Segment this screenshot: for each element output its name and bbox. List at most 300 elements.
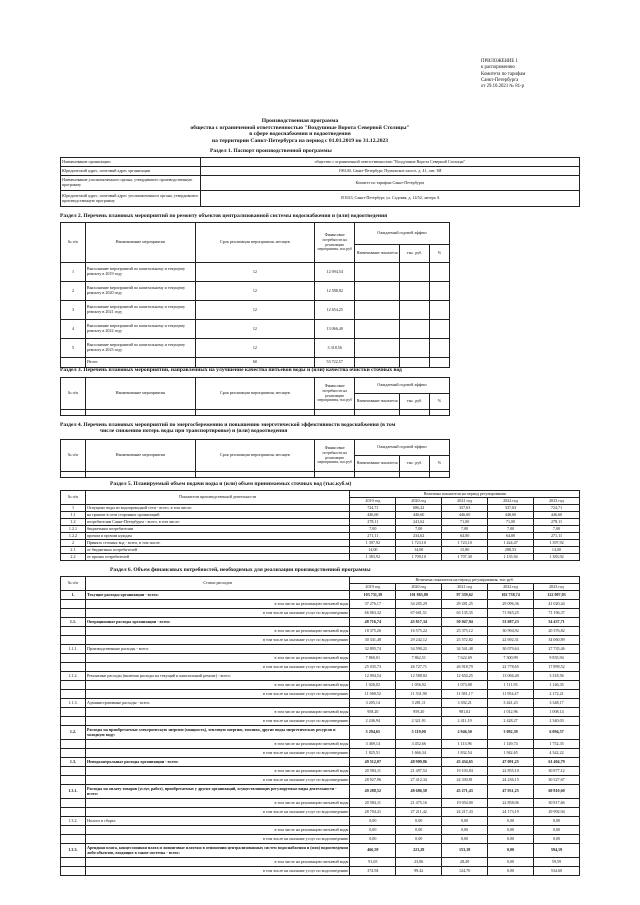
row-num: 2.1 — [61, 547, 86, 554]
header-year: 2022 год — [488, 584, 534, 591]
row-value: 2 340,03 — [534, 717, 580, 726]
row-name: от прочих потребителей — [85, 554, 349, 561]
row-value: 32 895,74 — [350, 645, 396, 654]
total-period: 60 — [195, 358, 315, 368]
row-num: 2 — [61, 540, 86, 547]
header-year: 2022 год — [488, 498, 534, 505]
row-value: 724,71 — [350, 505, 396, 512]
row-value: 34 590,22 — [396, 645, 442, 654]
row-value: 24 173,19 — [488, 808, 534, 817]
row-num — [61, 826, 86, 835]
table-row — [61, 758, 580, 767]
title-line: на территории Санкт-Петербурга на период с 01.01.2019 по 31.12.2023 — [211, 137, 389, 144]
table-row — [61, 672, 580, 681]
header-year: 2019 год — [350, 584, 396, 591]
row-value: 21 497,52 — [396, 767, 442, 776]
row-value: 1 723,10 — [396, 540, 442, 547]
row-value: 1 832,54 — [442, 749, 488, 758]
row-value: 30 994,92 — [488, 627, 534, 636]
row-value: 22 855,10 — [488, 767, 534, 776]
table-row — [61, 663, 580, 672]
row-value: 1 424,47 — [488, 540, 534, 547]
row-num: 1.1.3. — [61, 699, 86, 708]
header-num: № п/п — [61, 440, 86, 472]
row-num — [61, 708, 86, 717]
table-row — [61, 726, 580, 740]
row-value: 1 008,14 — [534, 708, 580, 717]
row-period: 12 — [195, 282, 315, 301]
row-value: 23,86 — [396, 858, 442, 867]
row-value: 101 865,80 — [396, 591, 442, 600]
table-row — [61, 591, 580, 600]
row-value: 103 731,39 — [350, 591, 396, 600]
row-value: 71 196,37 — [534, 609, 580, 618]
row-value: 1 012,96 — [488, 708, 534, 717]
table-row — [61, 708, 580, 717]
row-value: 11 581,17 — [442, 690, 488, 699]
table-row — [61, 799, 580, 808]
row-value: 288,53 — [488, 547, 534, 554]
header-effect-name: Наименование показателя — [355, 394, 400, 410]
header-effect-pct: % — [430, 245, 450, 263]
row-value: 1 752,35 — [534, 740, 580, 749]
row-num: 5 — [61, 339, 86, 358]
row-name: потребителям Санкт-Петербурга - всего, в том числе: — [85, 519, 349, 526]
row-name: Арендная плата, концессионная плата и лизинговые платежи в отношении централизованных систем водоснабжения и (или) водоотведения либо объектов, входящих в такие системы - всего: — [85, 844, 349, 858]
row-name: Принято сточных вод - всего, в том числе: — [85, 540, 349, 547]
row-value: 1 149,74 — [488, 740, 534, 749]
row-num — [61, 835, 86, 844]
total-label: Итого: — [85, 358, 195, 368]
row-finance: 12 588,82 — [315, 282, 355, 301]
table-row — [61, 767, 580, 776]
row-num: 1.1.2. — [61, 672, 86, 681]
row-num: 1 — [61, 263, 86, 282]
row-value: 122 007,03 — [534, 591, 580, 600]
row-value: 0,00 — [488, 858, 534, 867]
row-value: 71,00 — [488, 519, 534, 526]
table-row — [61, 817, 580, 826]
table-row — [61, 654, 580, 663]
row-name: Административные расходы - всего: — [85, 699, 349, 708]
row-value: 1 111,93 — [488, 681, 534, 690]
row-value: 12 094,54 — [350, 672, 396, 681]
row-value: 13 066,40 — [488, 672, 534, 681]
section5-title: Раздел 5. Планируемый объем подачи воды и (или) объем принимаемых сточных вод (тыс.куб.м) — [110, 481, 352, 487]
table-row — [61, 808, 580, 817]
row-name: Выполнение мероприятий по капитальному и текущему ремонту в 2019 году — [85, 263, 195, 282]
row-value: 14,00 — [396, 547, 442, 554]
row-value: 124,70 — [442, 867, 488, 876]
row-value: 1 709,10 — [396, 554, 442, 561]
row-value: 4 342,22 — [534, 749, 580, 758]
row-num — [61, 654, 86, 663]
row-value: 223,28 — [396, 844, 442, 858]
row-num: 1.3.3. — [61, 844, 86, 858]
row-value: 27 211,42 — [396, 808, 442, 817]
table-row — [61, 618, 580, 627]
row-name: Выполнение мероприятий по капитальному и текущему ремонту в 2022 году — [85, 320, 195, 339]
table-row — [61, 512, 580, 519]
row-value: 686,22 — [396, 505, 442, 512]
header-year: 2019 год — [350, 498, 396, 505]
row-value: 534,60 — [534, 867, 580, 876]
row-num: 2 — [61, 282, 86, 301]
row-value: 34 205,29 — [396, 600, 442, 609]
row-num — [61, 690, 86, 699]
row-value: 30 341,48 — [350, 636, 396, 645]
row-value: 20 584,11 — [350, 767, 396, 776]
table-row — [61, 690, 580, 699]
row-value: 446,60 — [488, 512, 534, 519]
row-value: 27 735,46 — [534, 645, 580, 654]
row-value: 34 541,48 — [442, 645, 488, 654]
row-value: 7 860,01 — [350, 654, 396, 663]
row-value: 22 858,06 — [488, 799, 534, 808]
row-value: 446,60 — [442, 512, 488, 519]
row-value: 43 434,65 — [442, 758, 488, 767]
row-num — [61, 767, 86, 776]
header-effect-thous: тыс. руб. — [400, 245, 430, 263]
header-period: Срок реализации мероприятия, месяцев — [195, 378, 315, 410]
row-value: 271,11 — [534, 533, 580, 540]
row-num — [61, 681, 86, 690]
row-finance: 12 094,54 — [315, 263, 355, 282]
title-line: общества с ограниченной ответственностью "Воздушные Ворота Северной Столицы" — [190, 124, 410, 131]
row-value: 959,20 — [396, 708, 442, 717]
row-name: в том числе на реализацию питьевой воды — [85, 767, 349, 776]
passport-label: Юридический адрес, почтовый адрес уполномоченного органа, утвердившего производственную программу — [61, 191, 201, 207]
row-num — [61, 717, 86, 726]
header-name: Наименование мероприятия — [85, 223, 195, 263]
table-row — [61, 301, 450, 320]
table-row — [61, 627, 580, 636]
passport-label: Юридический адрес, почтовый адрес организации — [61, 167, 201, 176]
header-period: Величина показателя на период регулирования, тыс.руб. — [350, 577, 580, 584]
row-value: 48 716,74 — [350, 618, 396, 627]
row-num: 1.2.1 — [61, 526, 86, 533]
row-value: 1 383,92 — [534, 554, 580, 561]
row-period: 12 — [195, 339, 315, 358]
row-value: 49 512,07 — [350, 758, 396, 767]
row-name: в том числе на реализацию питьевой воды — [85, 858, 349, 867]
row-name: в том числе на оказание услуг по водоотведению — [85, 749, 349, 758]
row-value: 11 531,90 — [396, 690, 442, 699]
row-value: 48 686,58 — [396, 785, 442, 799]
row-value: 61 404,79 — [534, 758, 580, 767]
row-name: в том числе на реализацию питьевой воды — [85, 600, 349, 609]
row-value: 7,00 — [534, 526, 580, 533]
row-value: 3 392,21 — [442, 699, 488, 708]
row-num: 1.2. — [61, 726, 86, 740]
row-value: 1 666,34 — [396, 749, 442, 758]
table-row — [61, 609, 580, 618]
row-value: 28,49 — [442, 858, 488, 867]
row-num: 1.3. — [61, 758, 86, 767]
row-value: 446,60 — [396, 512, 442, 519]
row-value: 7 622,69 — [442, 654, 488, 663]
row-num — [61, 808, 86, 817]
row-value: 0,00 — [396, 817, 442, 826]
row-num — [61, 749, 86, 758]
row-value: 0,00 — [534, 817, 580, 826]
row-name: в том числе на оказание услуг по водоотведению — [85, 835, 349, 844]
header-effect-name: Наименование показателя — [355, 245, 400, 263]
header-num: № п/п — [61, 491, 86, 505]
row-name: Выполнение мероприятий по капитальному и текущему ремонту в 2023 году — [85, 339, 195, 358]
header-name: Наименование мероприятия — [85, 440, 195, 472]
passport-value: 196140, Санкт-Петербург, Пулковское шоссе, д. 41, лит. ЗИ — [200, 167, 579, 176]
appendix-block — [481, 59, 631, 90]
row-value: 28 704,41 — [350, 808, 396, 817]
table-row — [61, 540, 580, 547]
row-value: 20 584,11 — [350, 799, 396, 808]
row-num: 1.1.1. — [61, 645, 86, 654]
table-row — [61, 505, 580, 512]
row-name: прочим и прочим нуждам — [85, 533, 349, 540]
row-name: Расходы на приобретаемые электрическую энергию (мощность), тепловую энергию, топливо, другие виды энергетических ресурсов и холодную воду: — [85, 726, 349, 740]
table-header-row — [61, 378, 450, 394]
row-value: 26 727,71 — [396, 663, 442, 672]
row-name: в том числе на оказание услуг по водоотведению — [85, 867, 349, 876]
table-row — [61, 554, 580, 561]
row-value: 71 845,25 — [488, 609, 534, 618]
table-row — [61, 826, 580, 835]
header-finance: Финансовые потребности на реализацию мероприятия, тыс.руб — [315, 223, 355, 263]
row-value: 66 063,32 — [350, 609, 396, 618]
header-effect: Ожидаемый годовой эффект — [355, 440, 450, 456]
row-value: 337,63 — [442, 505, 488, 512]
header-finance: Финансовые потребности на реализацию мероприятия, тыс.руб — [315, 378, 355, 410]
row-value: 29 281,25 — [442, 600, 488, 609]
row-value: 2 172,21 — [534, 690, 580, 699]
row-value: 446,60 — [534, 512, 580, 519]
table-row — [61, 263, 450, 282]
table-row — [61, 867, 580, 876]
row-finance: 12 654,25 — [315, 301, 355, 320]
row-name: в том числе на оказание услуг по водоотведению — [85, 663, 349, 672]
row-value: 5 294,65 — [350, 726, 396, 740]
row-value: 0,00 — [488, 867, 534, 876]
row-value: 3 348,17 — [534, 699, 580, 708]
row-num: 1.2 — [61, 519, 86, 526]
row-value: 45 817,34 — [396, 618, 442, 627]
row-name: Неподконтрольные расходы организации - всего: — [85, 758, 349, 767]
row-name: Выполнение мероприятий по капитальному и текущему ремонту в 2020 году — [85, 282, 195, 301]
row-value: 64,00 — [442, 533, 488, 540]
row-value: 3 092,39 — [488, 726, 534, 740]
row-num: 1 — [61, 505, 86, 512]
row-name: в том числе на реализацию питьевой воды — [85, 681, 349, 690]
section5-body — [61, 505, 580, 561]
passport-value: Комитет по тарифам Санкт-Петербурга — [200, 176, 579, 191]
row-value: 278,11 — [350, 519, 396, 526]
table-row — [61, 282, 450, 301]
row-period: 12 — [195, 263, 315, 282]
table-header-row — [61, 577, 580, 584]
row-finance: 13 066,40 — [315, 320, 355, 339]
row-value: 7,00 — [396, 526, 442, 533]
section6-body — [61, 591, 580, 876]
row-num — [61, 740, 86, 749]
row-value: 30 527,67 — [534, 776, 580, 785]
row-value: 14,00 — [350, 547, 396, 554]
row-value: 24 217,43 — [442, 808, 488, 817]
row-num — [61, 858, 86, 867]
section1-title: Раздел 1. Паспорт производственной программы — [210, 148, 332, 154]
row-name: от бюджетных потребителей — [85, 547, 349, 554]
row-name: Текущие расходы организации - всего: — [85, 591, 349, 600]
table-row — [61, 645, 580, 654]
row-value: 24 330,81 — [442, 776, 488, 785]
row-value: 11 068,52 — [350, 690, 396, 699]
row-value: 97 339,62 — [442, 591, 488, 600]
row-value: 0,00 — [350, 835, 396, 844]
row-value: 19 103,84 — [442, 767, 488, 776]
section1-table — [60, 157, 580, 207]
row-value: 0,00 — [488, 826, 534, 835]
header-name: Показатели производственной деятельности — [85, 491, 349, 505]
row-value: 18 375,26 — [350, 627, 396, 636]
row-value: 29 242,12 — [396, 636, 442, 645]
header-num: № п/п — [61, 577, 86, 591]
table-row — [61, 699, 580, 708]
row-value: 1 707,30 — [442, 554, 488, 561]
row-name: Отпущено воды из водопроводной сети - всего, в том числе: — [85, 505, 349, 512]
passport-row — [61, 191, 580, 207]
row-num: 4 — [61, 320, 86, 339]
table-row — [61, 717, 580, 726]
row-value: 1 397,92 — [350, 540, 396, 547]
row-name: в том числе на реализацию питьевой воды — [85, 826, 349, 835]
row-value: 53 687,23 — [488, 618, 534, 627]
header-effect: Ожидаемый годовой эффект — [355, 378, 450, 394]
row-value: 7,00 — [488, 526, 534, 533]
row-value: 374,94 — [350, 867, 396, 876]
header-finance: Финансовые потребности на реализацию мероприятия, тыс.руб — [315, 440, 355, 472]
passport-row — [61, 167, 580, 176]
table-header-row — [61, 491, 580, 498]
row-value: 12 654,25 — [442, 672, 488, 681]
row-num: 3 — [61, 301, 86, 320]
row-num: 1.1 — [61, 512, 86, 519]
row-value: 63 135,35 — [442, 609, 488, 618]
row-value: 1 073,08 — [442, 681, 488, 690]
row-value: 25 035,73 — [350, 663, 396, 672]
row-value: 0,00 — [534, 835, 580, 844]
row-value: 2 946,50 — [442, 726, 488, 740]
header-year: 2020 год — [396, 584, 442, 591]
row-value: 1 723,10 — [442, 540, 488, 547]
section2-title: Раздел 2. Перечень плановых мероприятий по ремонту объектов централизованной системы водоснабжения и (или) водоотведения — [60, 213, 388, 219]
row-value: 99,42 — [396, 867, 442, 876]
table-row — [61, 320, 450, 339]
row-value: 30 817,66 — [534, 799, 580, 808]
row-value: 0,00 — [350, 826, 396, 835]
row-value: 7 862,51 — [396, 654, 442, 663]
row-value: 27 412,34 — [396, 776, 442, 785]
row-value: 28 927,96 — [350, 776, 396, 785]
table-row — [61, 681, 580, 690]
row-value: 278,11 — [534, 519, 580, 526]
row-value: 25 572,82 — [442, 636, 488, 645]
row-value: 60 810,60 — [534, 785, 580, 799]
row-num: 1.2.2 — [61, 533, 86, 540]
section2-table — [60, 222, 450, 368]
row-name: Производственные расходы - всего: — [85, 645, 349, 654]
passport-label: Наименование организации — [61, 158, 201, 167]
passport-label: Наименование уполномоченного органа, утвердившего производственную программу — [61, 176, 201, 191]
row-value: 0,00 — [488, 835, 534, 844]
row-finance: 3 318,56 — [315, 339, 355, 358]
row-value: 3 318,56 — [534, 672, 580, 681]
row-value: 15,80 — [442, 547, 488, 554]
row-name: в том числе на оказание услуг по водоотведению — [85, 717, 349, 726]
row-value: 6 094,57 — [534, 726, 580, 740]
row-value: 3 469,14 — [350, 740, 396, 749]
table-row — [61, 600, 580, 609]
row-value: 29 096,36 — [488, 600, 534, 609]
table-row — [61, 835, 580, 844]
table-header-row — [61, 223, 450, 245]
row-value: 48 909,86 — [396, 758, 442, 767]
row-name: в том числе на реализацию питьевой воды — [85, 708, 349, 717]
section6-title: Раздел 6. Объем финансовых потребностей, необходимых для реализации производственной программы — [110, 567, 371, 573]
row-value: 64,00 — [488, 533, 534, 540]
row-value: 153,18 — [442, 844, 488, 858]
row-value: 5 119,00 — [396, 726, 442, 740]
row-value: 47 091,25 — [488, 758, 534, 767]
table-row — [61, 519, 580, 526]
row-value: 7,00 — [350, 526, 396, 533]
row-value: 2 428,27 — [488, 717, 534, 726]
row-value: 1 056,92 — [396, 681, 442, 690]
row-value: 30 079,64 — [488, 645, 534, 654]
section4-table — [60, 439, 450, 478]
row-value: 0,00 — [396, 826, 442, 835]
table-row — [61, 339, 450, 358]
table-row — [61, 533, 580, 540]
row-value: 981,02 — [442, 708, 488, 717]
table-row — [61, 785, 580, 799]
appendix-line: Комитета по тарифам — [481, 71, 526, 77]
table-row — [61, 526, 580, 533]
row-value: 0,00 — [442, 817, 488, 826]
header-num: № п/п — [61, 223, 86, 263]
table-row — [61, 636, 580, 645]
row-value: 26 918,79 — [442, 663, 488, 672]
row-value: 1 825,51 — [350, 749, 396, 758]
header-year: 2020 год — [396, 498, 442, 505]
row-num — [61, 636, 86, 645]
row-name: бюджетным потребителям — [85, 526, 349, 533]
row-value: 43 271,43 — [442, 785, 488, 799]
row-value: 12 588,82 — [396, 672, 442, 681]
row-value: 1 026,02 — [350, 681, 396, 690]
row-period: 12 — [195, 320, 315, 339]
appendix-line: от 29.10.2021 № 81-р — [481, 84, 524, 90]
row-value: 41 020,44 — [534, 600, 580, 609]
row-value: 67 661,51 — [396, 609, 442, 618]
row-value: 271,11 — [350, 533, 396, 540]
row-num — [61, 799, 86, 808]
row-value: 14,00 — [534, 547, 580, 554]
row-value: 49 288,52 — [350, 785, 396, 799]
row-value: 0,00 — [488, 817, 534, 826]
row-value: 0,00 — [442, 835, 488, 844]
title-line: в сфере водоснабжения и водоотведения — [249, 131, 351, 138]
header-period: Величина показателя на период регулирования — [350, 491, 580, 498]
